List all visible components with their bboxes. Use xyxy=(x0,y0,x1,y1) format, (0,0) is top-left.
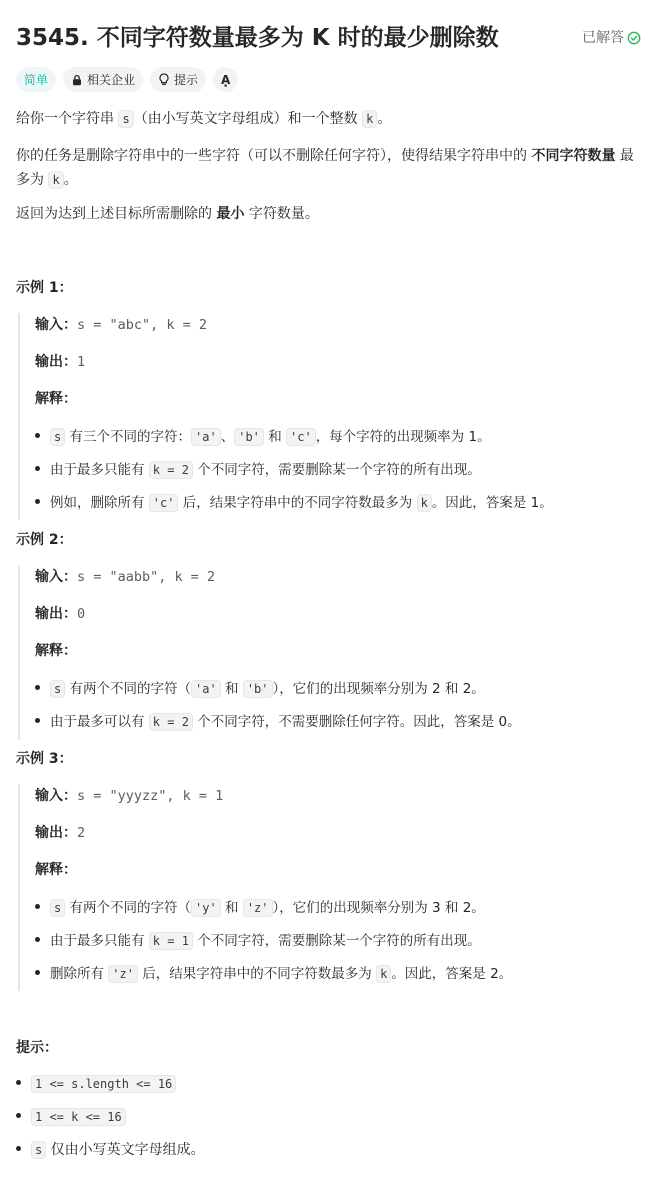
inline-code: k = 2 xyxy=(149,713,193,731)
bullet-dot xyxy=(35,937,40,942)
example-3-block xyxy=(18,784,641,991)
inline-code: 'a' xyxy=(191,428,221,446)
inline-code: 'b' xyxy=(243,680,273,698)
desc-text: 字符数量。 xyxy=(244,206,319,222)
example-1-block xyxy=(18,313,641,520)
inline-code: 1 <= k <= 16 xyxy=(31,1108,126,1126)
desc-text: 。 xyxy=(377,111,392,127)
inline-code: k xyxy=(417,494,432,512)
inline-code: s xyxy=(50,428,65,446)
inline-code: 'a' xyxy=(191,680,221,698)
constraint-2 xyxy=(16,1107,126,1127)
example-3-bullet-1 xyxy=(35,898,485,918)
inline-code: 'b' xyxy=(234,428,264,446)
example-3-title: 示例 3： xyxy=(16,751,73,767)
bullet-text: 、 xyxy=(220,429,235,445)
output-value: 2 xyxy=(77,825,86,841)
bullet-text: 由于最多只能有 xyxy=(50,462,149,478)
example-3-bullet-3 xyxy=(35,964,512,984)
companies-label: 相关企业 xyxy=(87,73,136,87)
inline-code: k = 2 xyxy=(149,461,193,479)
explain-label: 解释： xyxy=(35,391,77,407)
lock-icon xyxy=(71,74,83,86)
example-2-explain xyxy=(35,641,77,661)
inline-code: s xyxy=(31,1141,46,1159)
example-1-output xyxy=(35,352,85,372)
example-2-bullet-1 xyxy=(35,679,485,699)
input-label: 输入： xyxy=(35,317,77,333)
hints-tag[interactable] xyxy=(150,67,206,92)
constraint-text: 仅由小写英文字母组成。 xyxy=(46,1142,205,1158)
desc-text: 。 xyxy=(63,172,78,188)
bullet-text: 。因此，答案是 2。 xyxy=(391,966,513,982)
bullet-text: ），它们的出现频率分别为 3 和 2。 xyxy=(272,900,485,916)
bullet-text: 由于最多只能有 xyxy=(50,933,149,949)
bullet-text: ，每个字符的出现频率为 1。 xyxy=(315,429,491,445)
example-2-output xyxy=(35,604,85,624)
bullet-dot xyxy=(35,685,40,690)
inline-code: k xyxy=(362,110,377,128)
bullet-text: 例如，删除所有 xyxy=(50,495,149,511)
bullet-text: 有两个不同的字符（ xyxy=(65,681,192,697)
bullet-dot xyxy=(35,904,40,909)
bullet-text: ），它们的出现频率分别为 2 和 2。 xyxy=(272,681,485,697)
desc-bold: 最小 xyxy=(216,206,245,222)
solved-status xyxy=(582,28,641,48)
desc-text: 最 xyxy=(615,148,634,164)
bullet-dot xyxy=(35,433,40,438)
example-1-bullet-2 xyxy=(35,460,481,480)
difficulty-label: 简单 xyxy=(24,73,49,87)
bullet-text: 个不同字符，需要删除某一个字符的所有出现。 xyxy=(192,462,481,478)
desc-text: 你的任务是删除字符串中的一些字符（可以不删除任何字符），使得结果字符串中的 xyxy=(16,148,532,164)
inline-code: k = 1 xyxy=(149,932,193,950)
constraint-3 xyxy=(16,1140,205,1160)
example-3-input xyxy=(35,786,223,806)
companies-tag[interactable] xyxy=(63,67,143,92)
bullet-text: 和 xyxy=(220,900,243,916)
bullet-text: 删除所有 xyxy=(50,966,109,982)
inline-code: 'c' xyxy=(286,428,316,446)
example-2-title: 示例 2： xyxy=(16,532,73,548)
bullet-dot xyxy=(35,718,40,723)
constraint-1 xyxy=(16,1074,176,1094)
input-value: s = "aabb", k = 2 xyxy=(77,569,216,585)
inline-code: k xyxy=(48,171,63,189)
constraints-title: 提示： xyxy=(16,1040,58,1056)
lightbulb-icon xyxy=(158,73,170,86)
tag-row xyxy=(16,67,238,92)
bullet-text: 由于最多可以有 xyxy=(50,714,149,730)
inline-code: 'y' xyxy=(191,899,221,917)
example-2-block xyxy=(18,565,641,740)
bullet-text: 和 xyxy=(220,681,243,697)
example-1-bullet-1 xyxy=(35,427,491,447)
title-row xyxy=(16,18,641,58)
desc-paragraph-3 xyxy=(16,202,641,226)
bullet-text: 。因此，答案是 1。 xyxy=(431,495,553,511)
problem-title[interactable]: 3545. 不同字符数量最多为 K 时的最少删除数 xyxy=(16,25,499,51)
example-1-explain xyxy=(35,389,77,409)
example-1-input xyxy=(35,315,207,335)
translate-icon: A͓ xyxy=(221,72,231,87)
solved-label: 已解答 xyxy=(582,30,624,46)
inline-code: 1 <= s.length <= 16 xyxy=(31,1075,176,1093)
example-3-explain xyxy=(35,860,77,880)
example-2-input xyxy=(35,567,215,587)
bullet-text: 个不同字符，需要删除某一个字符的所有出现。 xyxy=(192,933,481,949)
output-value: 0 xyxy=(77,606,86,622)
check-circle-icon xyxy=(627,31,641,45)
input-label: 输入： xyxy=(35,788,77,804)
output-label: 输出： xyxy=(35,606,77,622)
example-2-bullet-2 xyxy=(35,712,521,732)
bullet-text: 有两个不同的字符（ xyxy=(65,900,192,916)
bullet-dot xyxy=(16,1080,21,1085)
hints-label: 提示 xyxy=(174,73,199,87)
bullet-dot xyxy=(16,1113,21,1118)
bullet-text: 有三个不同的字符： xyxy=(65,429,192,445)
bullet-dot xyxy=(16,1146,21,1151)
desc-paragraph-2 xyxy=(16,144,641,192)
bullet-dot xyxy=(35,499,40,504)
desc-text: （由小写英文字母组成）和一个整数 xyxy=(133,111,363,127)
input-label: 输入： xyxy=(35,569,77,585)
input-value: s = "yyyzz", k = 1 xyxy=(77,788,224,804)
inline-code: 'z' xyxy=(108,965,138,983)
difficulty-tag[interactable] xyxy=(16,67,56,92)
desc-text: 返回为达到上述目标所需删除的 xyxy=(16,206,217,222)
example-1-title: 示例 1： xyxy=(16,280,73,296)
translate-tag[interactable] xyxy=(213,67,238,92)
inline-code: 'c' xyxy=(149,494,179,512)
output-label: 输出： xyxy=(35,354,77,370)
inline-code: s xyxy=(50,680,65,698)
example-3-output xyxy=(35,823,85,843)
desc-text: 多为 xyxy=(16,172,49,188)
inline-code: s xyxy=(118,110,133,128)
explain-label: 解释： xyxy=(35,862,77,878)
example-1-bullet-3 xyxy=(35,493,553,513)
bullet-dot xyxy=(35,970,40,975)
desc-paragraph-1 xyxy=(16,107,641,131)
desc-text: 给你一个字符串 xyxy=(16,111,119,127)
inline-code: s xyxy=(50,899,65,917)
explain-label: 解释： xyxy=(35,643,77,659)
input-value: s = "abc", k = 2 xyxy=(77,317,208,333)
bullet-text: 后，结果字符串中的不同字符数最多为 xyxy=(137,966,377,982)
bullet-text: 和 xyxy=(263,429,286,445)
bullet-text: 个不同字符，不需要删除任何字符。因此，答案是 0。 xyxy=(192,714,521,730)
output-value: 1 xyxy=(77,354,86,370)
inline-code: 'z' xyxy=(243,899,273,917)
example-3-bullet-2 xyxy=(35,931,481,951)
output-label: 输出： xyxy=(35,825,77,841)
desc-bold: 不同字符数量 xyxy=(531,148,616,164)
bullet-dot xyxy=(35,466,40,471)
bullet-text: 后，结果字符串中的不同字符数最多为 xyxy=(178,495,417,511)
inline-code: k xyxy=(376,965,391,983)
